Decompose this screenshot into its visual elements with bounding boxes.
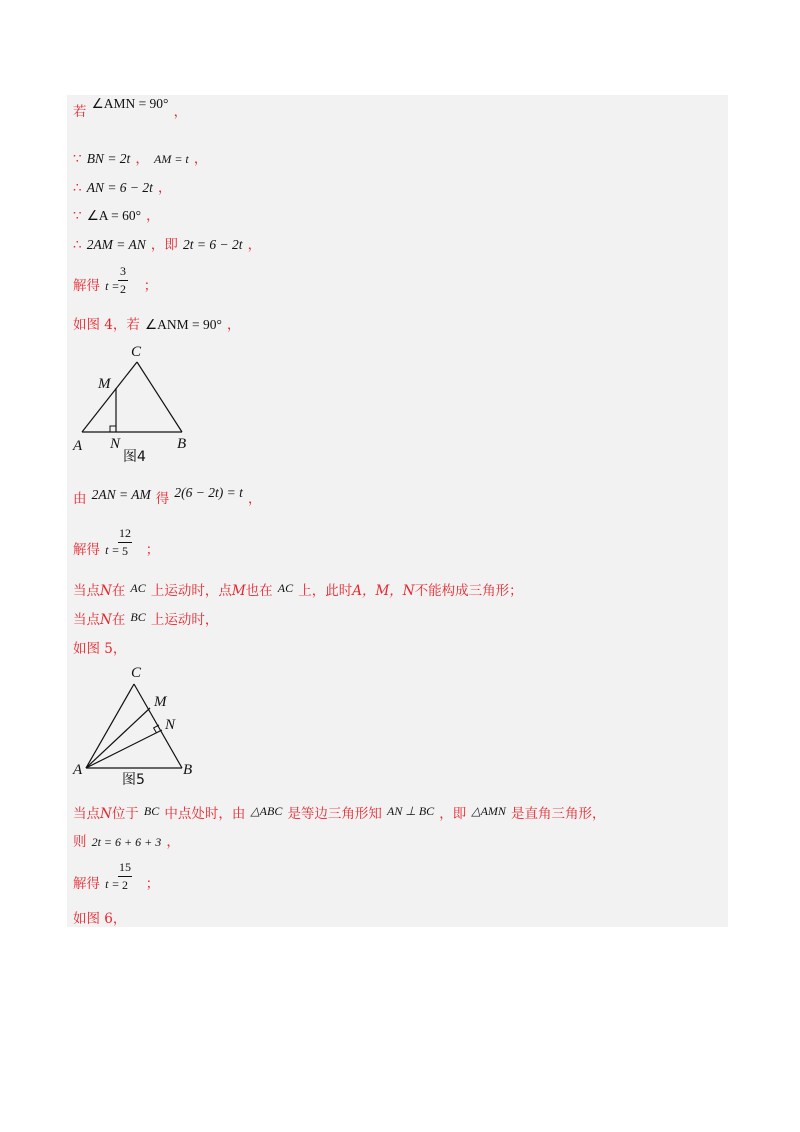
denominator: 5 [122, 544, 128, 558]
denominator: 2 [122, 878, 128, 892]
math-expr: 2t = 6 + 6 + 3 [91, 835, 162, 849]
text: 当点 [73, 612, 100, 628]
line-midpoint [73, 805, 606, 822]
text: 如图 6， [73, 911, 127, 927]
line-n-on-bc [73, 611, 218, 628]
text: 上运动时， [150, 612, 219, 628]
math-expr: ∠A = 60° [86, 208, 142, 223]
text: 解得 [73, 876, 100, 892]
text: ， [247, 491, 262, 507]
line-n-on-ac [73, 582, 523, 599]
math-expr: t = [105, 543, 120, 557]
math-expr: 2(6 − 2t) = t [174, 485, 243, 500]
text: ； [145, 542, 160, 558]
line-angle-a [73, 207, 160, 224]
solution-panel [67, 95, 728, 927]
text: 当点 [73, 806, 100, 822]
text: 上运动时，点 [150, 583, 232, 599]
math-expr: AC [130, 581, 146, 595]
label-c: C [131, 344, 142, 360]
text: N [100, 806, 112, 822]
line-therefore-an [73, 179, 172, 196]
math-expr: t = [105, 877, 120, 891]
text: ， [173, 104, 188, 120]
denominator: 2 [120, 282, 126, 296]
text: 是直角三角形， [511, 806, 606, 822]
label-m: M [98, 376, 111, 392]
math-expr: ∠ANM = 90° [144, 317, 222, 332]
text: 若 [73, 104, 87, 120]
line-fig4-intro [73, 316, 240, 333]
label-a: A [73, 762, 83, 778]
text: ∵ [73, 151, 82, 167]
math-expr: AM = t [154, 152, 189, 166]
fraction [118, 526, 132, 559]
math-expr: t = [105, 279, 120, 293]
text: 不能构成三角形； [414, 583, 523, 599]
text: ， [193, 151, 208, 167]
text: 如图 5， [73, 641, 127, 657]
text: ，即 [439, 806, 467, 822]
text: ， [135, 151, 149, 167]
text: 是等边三角形知 [287, 806, 382, 822]
text: 上，此时 [298, 583, 353, 599]
text: A，M，N [352, 583, 415, 599]
figure-4 [70, 340, 210, 470]
numerator: 15 [119, 860, 131, 874]
math-expr: ∠AMN = 90° [91, 96, 169, 111]
text: M [231, 583, 246, 599]
numerator: 12 [119, 526, 131, 540]
text: ， [166, 834, 180, 850]
text: ， [247, 237, 262, 253]
text: 当点 [73, 583, 100, 599]
line-angle-amn [73, 96, 188, 120]
math-expr: BC [143, 804, 160, 818]
label-b: B [177, 436, 187, 452]
text: ， [146, 208, 160, 224]
text: ∵ [73, 208, 82, 224]
math-expr: 2AN = AM [91, 487, 151, 502]
label-n: N [110, 436, 121, 452]
text: 如图 4，若 [73, 317, 140, 333]
text: 也在 [245, 583, 273, 599]
line-fig5-intro [73, 640, 126, 657]
text: ， [226, 317, 241, 333]
text: 解得 [73, 278, 100, 294]
math-expr: 2AM = AN [86, 237, 146, 252]
text: ，即 [150, 237, 178, 253]
line-because-bn [73, 150, 207, 167]
text: ； [143, 278, 158, 294]
math-expr: △ABC [250, 804, 283, 818]
text: 中点处时，由 [164, 806, 246, 822]
text: 由 [73, 491, 87, 507]
math-expr: AN = 6 − 2t [86, 180, 153, 195]
math-expr: 2t = 6 − 2t [182, 237, 243, 252]
text: N [100, 612, 112, 628]
fraction [118, 860, 132, 893]
line-2am [73, 236, 261, 253]
label-c: C [131, 665, 142, 681]
line-fig6-intro [73, 910, 126, 927]
label-n: N [165, 717, 176, 733]
line-2an [73, 485, 262, 507]
label-b: B [183, 762, 193, 778]
text: N [100, 583, 112, 599]
text: 则 [73, 834, 87, 850]
text: 解得 [73, 542, 100, 558]
text: ∴ [73, 237, 82, 253]
text: 得 [155, 491, 170, 507]
figure-caption: 图5 [122, 772, 145, 788]
text: ； [145, 876, 160, 892]
text: 在 [111, 612, 126, 628]
label-m: M [154, 694, 167, 710]
math-expr: BC [130, 610, 146, 624]
line-solve-t1 [73, 277, 157, 294]
text: ， [158, 180, 172, 196]
numerator: 3 [120, 264, 126, 278]
math-expr: BN = 2t [86, 151, 131, 166]
text: ∴ [73, 180, 82, 196]
fraction [118, 264, 128, 297]
math-expr: △AMN [471, 804, 506, 818]
math-expr: AC [277, 581, 294, 595]
line-solve-t3 [73, 875, 159, 892]
line-2t-sum [73, 833, 180, 850]
figure-5 [70, 660, 210, 790]
math-expr: AN ⊥ BC [387, 804, 435, 818]
text: 在 [111, 583, 126, 599]
figure-caption: 图4 [123, 449, 146, 465]
text: 位于 [111, 806, 139, 822]
line-solve-t2 [73, 541, 159, 558]
label-a: A [73, 438, 83, 454]
